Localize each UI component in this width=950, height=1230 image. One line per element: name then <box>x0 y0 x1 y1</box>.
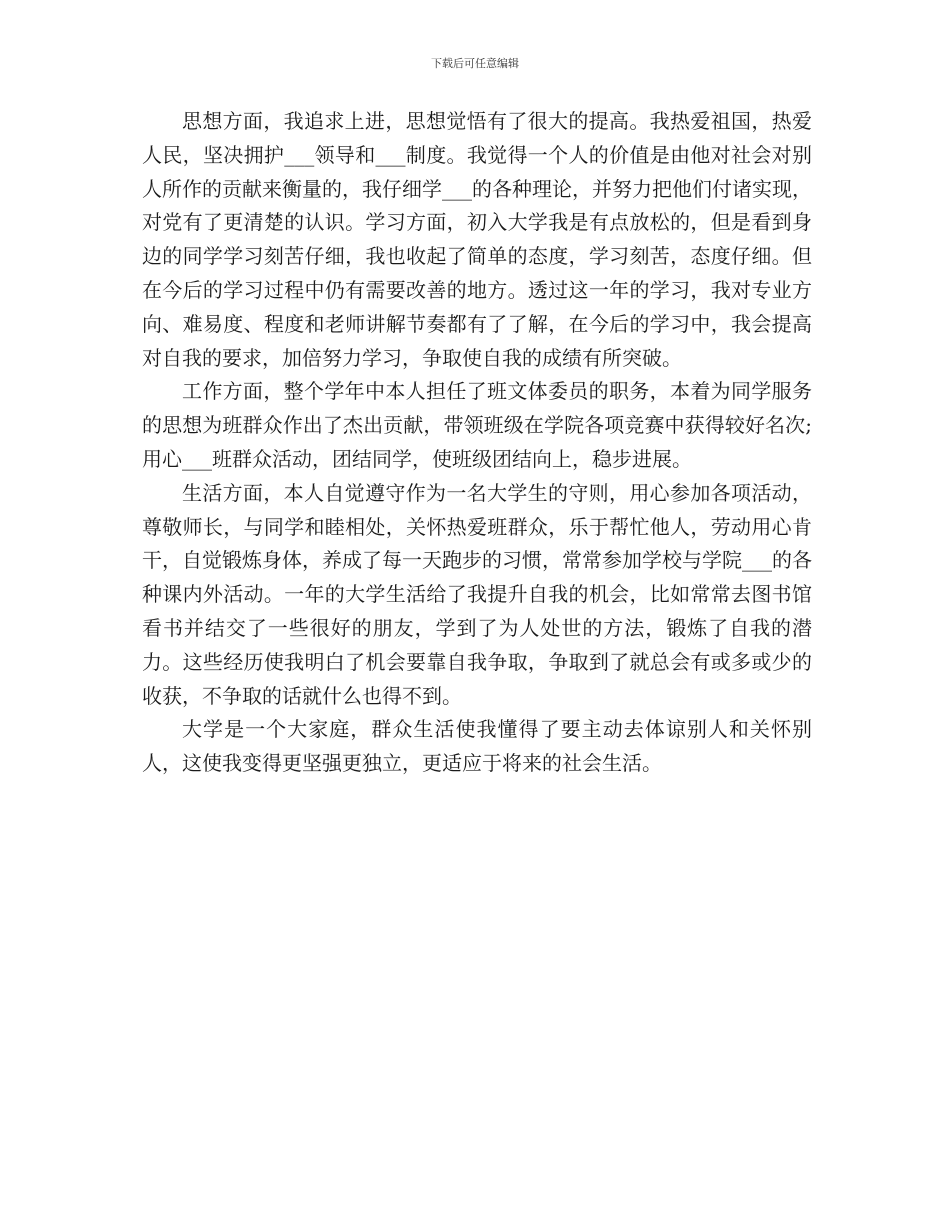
paragraph-conclusion: 大学是一个大家庭，群众生活使我懂得了要主动去体谅别人和关怀别人，这使我变得更坚强更独立，更适应于将来的社会生活。 <box>142 717 812 776</box>
document-body <box>142 105 812 781</box>
paragraph-life: 生活方面，本人自觉遵守作为一名大学生的守则，用心参加各项活动，尊敬师长，与同学和睦相处，关怀热爱班群众，乐于帮忙他人，劳动用心肯干，自觉锻炼身体，养成了每一天跑步的习惯，常常参加学校与学院___的各种课内外活动。一年的大学生活给了我提升自我的机会，比如常常去图书馆看书并结交了一些很好的朋友，学到了为人处世的方法，锻炼了自我的潜力。这些经历使我明白了机会要靠自我争取，争取到了就总会有或多或少的收获，不争取的话就什么也得不到。 <box>142 480 812 708</box>
header-note: 下载后可任意编辑 <box>431 57 519 70</box>
paragraph-work: 工作方面，整个学年中本人担任了班文体委员的职务，本着为同学服务的思想为班群众作出了杰出贡献，带领班级在学院各项竞赛中获得较好名次;用心___班群众活动，团结同学，使班级团结向上，稳步进展。 <box>142 379 812 471</box>
paragraph-ideology: 思想方面，我追求上进，思想觉悟有了很大的提高。我热爱祖国，热爱人民，坚决拥护___领导和___制度。我觉得一个人的价值是由他对社会对别人所作的贡献来衡量的，我仔细学___的各种理论，并努力把他们付诸实现，对党有了更清楚的认识。学习方面，初入大学我是有点放松的，但是看到身边的同学学习刻苦仔细，我也收起了简单的态度，学习刻苦，态度仔细。但在今后的学习过程中仍有需要改善的地方。透过这一年的学习，我对专业方向、难易度、程度和老师讲解节奏都有了了解，在今后的学习中，我会提高对自我的要求，加倍努力学习，争取使自我的成绩有所突破。 <box>142 109 812 370</box>
